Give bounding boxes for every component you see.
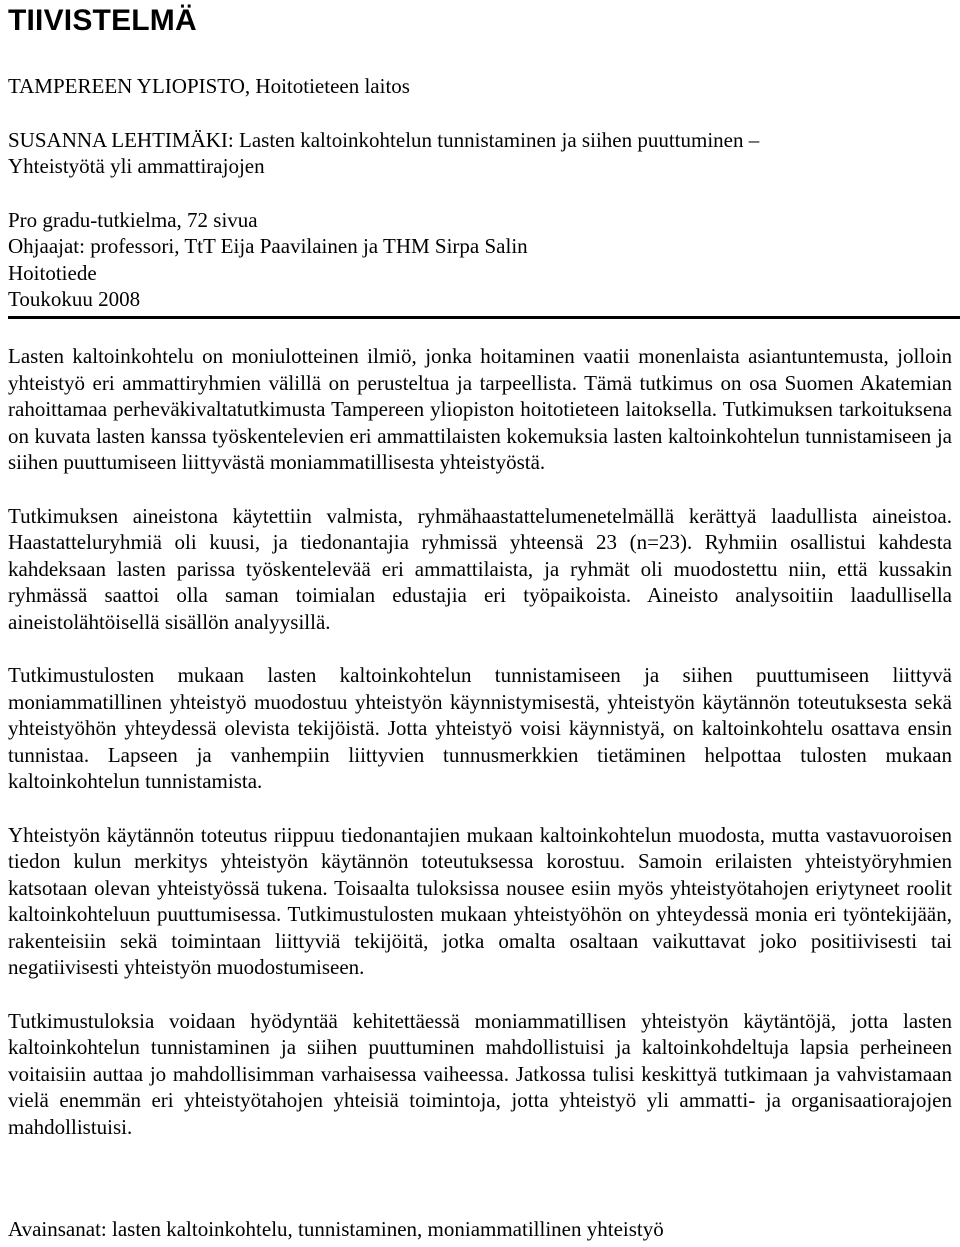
abstract-body [8, 343, 952, 1167]
thesis-type: Pro gradu-tutkielma, 72 sivua [8, 207, 258, 232]
divider-rule [8, 316, 960, 319]
paragraph: Yhteistyön käytännön toteutus riippuu tiedonantajien mukaan kaltoinkohtelun muodosta, mutta vastavuoroisen tiedon kulun merkitys yhteistyön käytännön toteutuksessa korostuu. Samoin erilaisten yhteistyöryhmien katsotaan olevan yhteistyössä tukena. Toisaalta tuloksissa nousee esiin myös yhteistyötahojen eriytyneet roolit kaltoinkohteluun puuttumisessa. Tutkimustulosten mukaan yhteistyöhön on yhteydessä monia eri työntekijään, rakenteisiin sekä toimintaan liittyviä tekijöitä, jotka omalta osaltaan vaikuttavat joko positiivisesti tai negatiivisesti yhteistyön muodostumiseen. [8, 822, 952, 979]
university-line: TAMPEREEN YLIOPISTO, Hoitotieteen laitos [8, 74, 410, 98]
supervisors: Ohjaajat: professori, TtT Eija Paavilainen ja THM Sirpa Salin [8, 234, 528, 258]
author-title-line-1: SUSANNA LEHTIMÄKI: Lasten kaltoinkohtelun tunnistaminen ja siihen puuttuminen – [8, 127, 760, 152]
thesis-meta-block [8, 207, 952, 313]
paragraph: Tutkimustulosten mukaan lasten kaltoinkohtelun tunnistamiseen ja siihen puuttumiseen liittyvä moniammatillinen yhteistyö muodostuu yhteistyön käynnistymisestä, yhteistyön käytännön toteutuksesta sekä yhteistyöhön yhteydessä olevista tekijöistä. Jotta yhteistyö voisi käynnistyä, on kaltoinkohtelu osattava ensin tunnistaa. Lapseen ja vanhempiin liittyvien tunnusmerkkien tietäminen helpottaa tulosten mukaan kaltoinkohtelun tunnistamista. [8, 663, 952, 793]
subject: Hoitotiede [8, 260, 97, 285]
date: Toukokuu 2008 [8, 287, 141, 311]
author-title-block [8, 127, 952, 180]
paragraph: Tutkimuksen aineistona käytettiin valmista, ryhmähaastattelumenetelmällä kerättyä laadullista aineistoa. Haastatteluryhmiä oli kuusi, ja tiedonantajia ryhmissä yhteensä 23 (n=23). Ryhmiin osallistui kahdesta kahdeksaan lasten parissa työskentelevää eri ammattilaista, ja ryhmät oli muodostettu niin, että kussakin ryhmässä saattoi olla saman toimialan edustajia eri työpaikoista. Aineisto analysoitiin laadullisella aineistolähtöisellä sisällön analyysillä. [8, 503, 952, 634]
page-title: TIIVISTELMÄ [8, 4, 197, 37]
author-title-line-2: Yhteistyötä yli ammattirajojen [8, 154, 265, 178]
paragraph: Lasten kaltoinkohtelu on moniulotteinen ilmiö, jonka hoitaminen vaatii monenlaista asiantuntemusta, jolloin yhteistyö eri ammattiryhmien välillä on perusteltua ja tarpeellista. Tämä tutkimus on osa Suomen Akatemian rahoittamaa perheväkivaltatutkimusta Tampereen yliopiston hoitotieteen laitoksella. Tutkimuksen tarkoituksena on kuvata lasten kanssa työskentelevien eri ammattilaisten kokemuksia lasten kaltoinkohtelun tunnistamiseen ja siihen puuttumiseen liittyvästä moniammatillisesta yhteistyöstä. [8, 344, 952, 474]
paragraph: Tutkimustuloksia voidaan hyödyntää kehitettäessä moniammatillisen yhteistyön käytäntöjä, jotta lasten kaltoinkohtelun tunnistaminen ja siihen puuttuminen mahdollistuisi ja kaltoinkohdeltuja lapsia perheineen voitaisiin auttaa jo mahdollisimman varhaisessa vaiheessa. Jatkossa tulisi keskittyä tutkimaan ja vahvistamaan vielä enemmän eri yhteistyötahojen yhteisiä toimintoja, jotta yhteistyö yli ammatti- ja organisaatiorajojen mahdollistuisi. [8, 1008, 952, 1139]
abstract-page [8, 0, 952, 1241]
keywords-line: Avainsanat: lasten kaltoinkohtelu, tunnistaminen, moniammatillinen yhteistyö [8, 1217, 664, 1241]
